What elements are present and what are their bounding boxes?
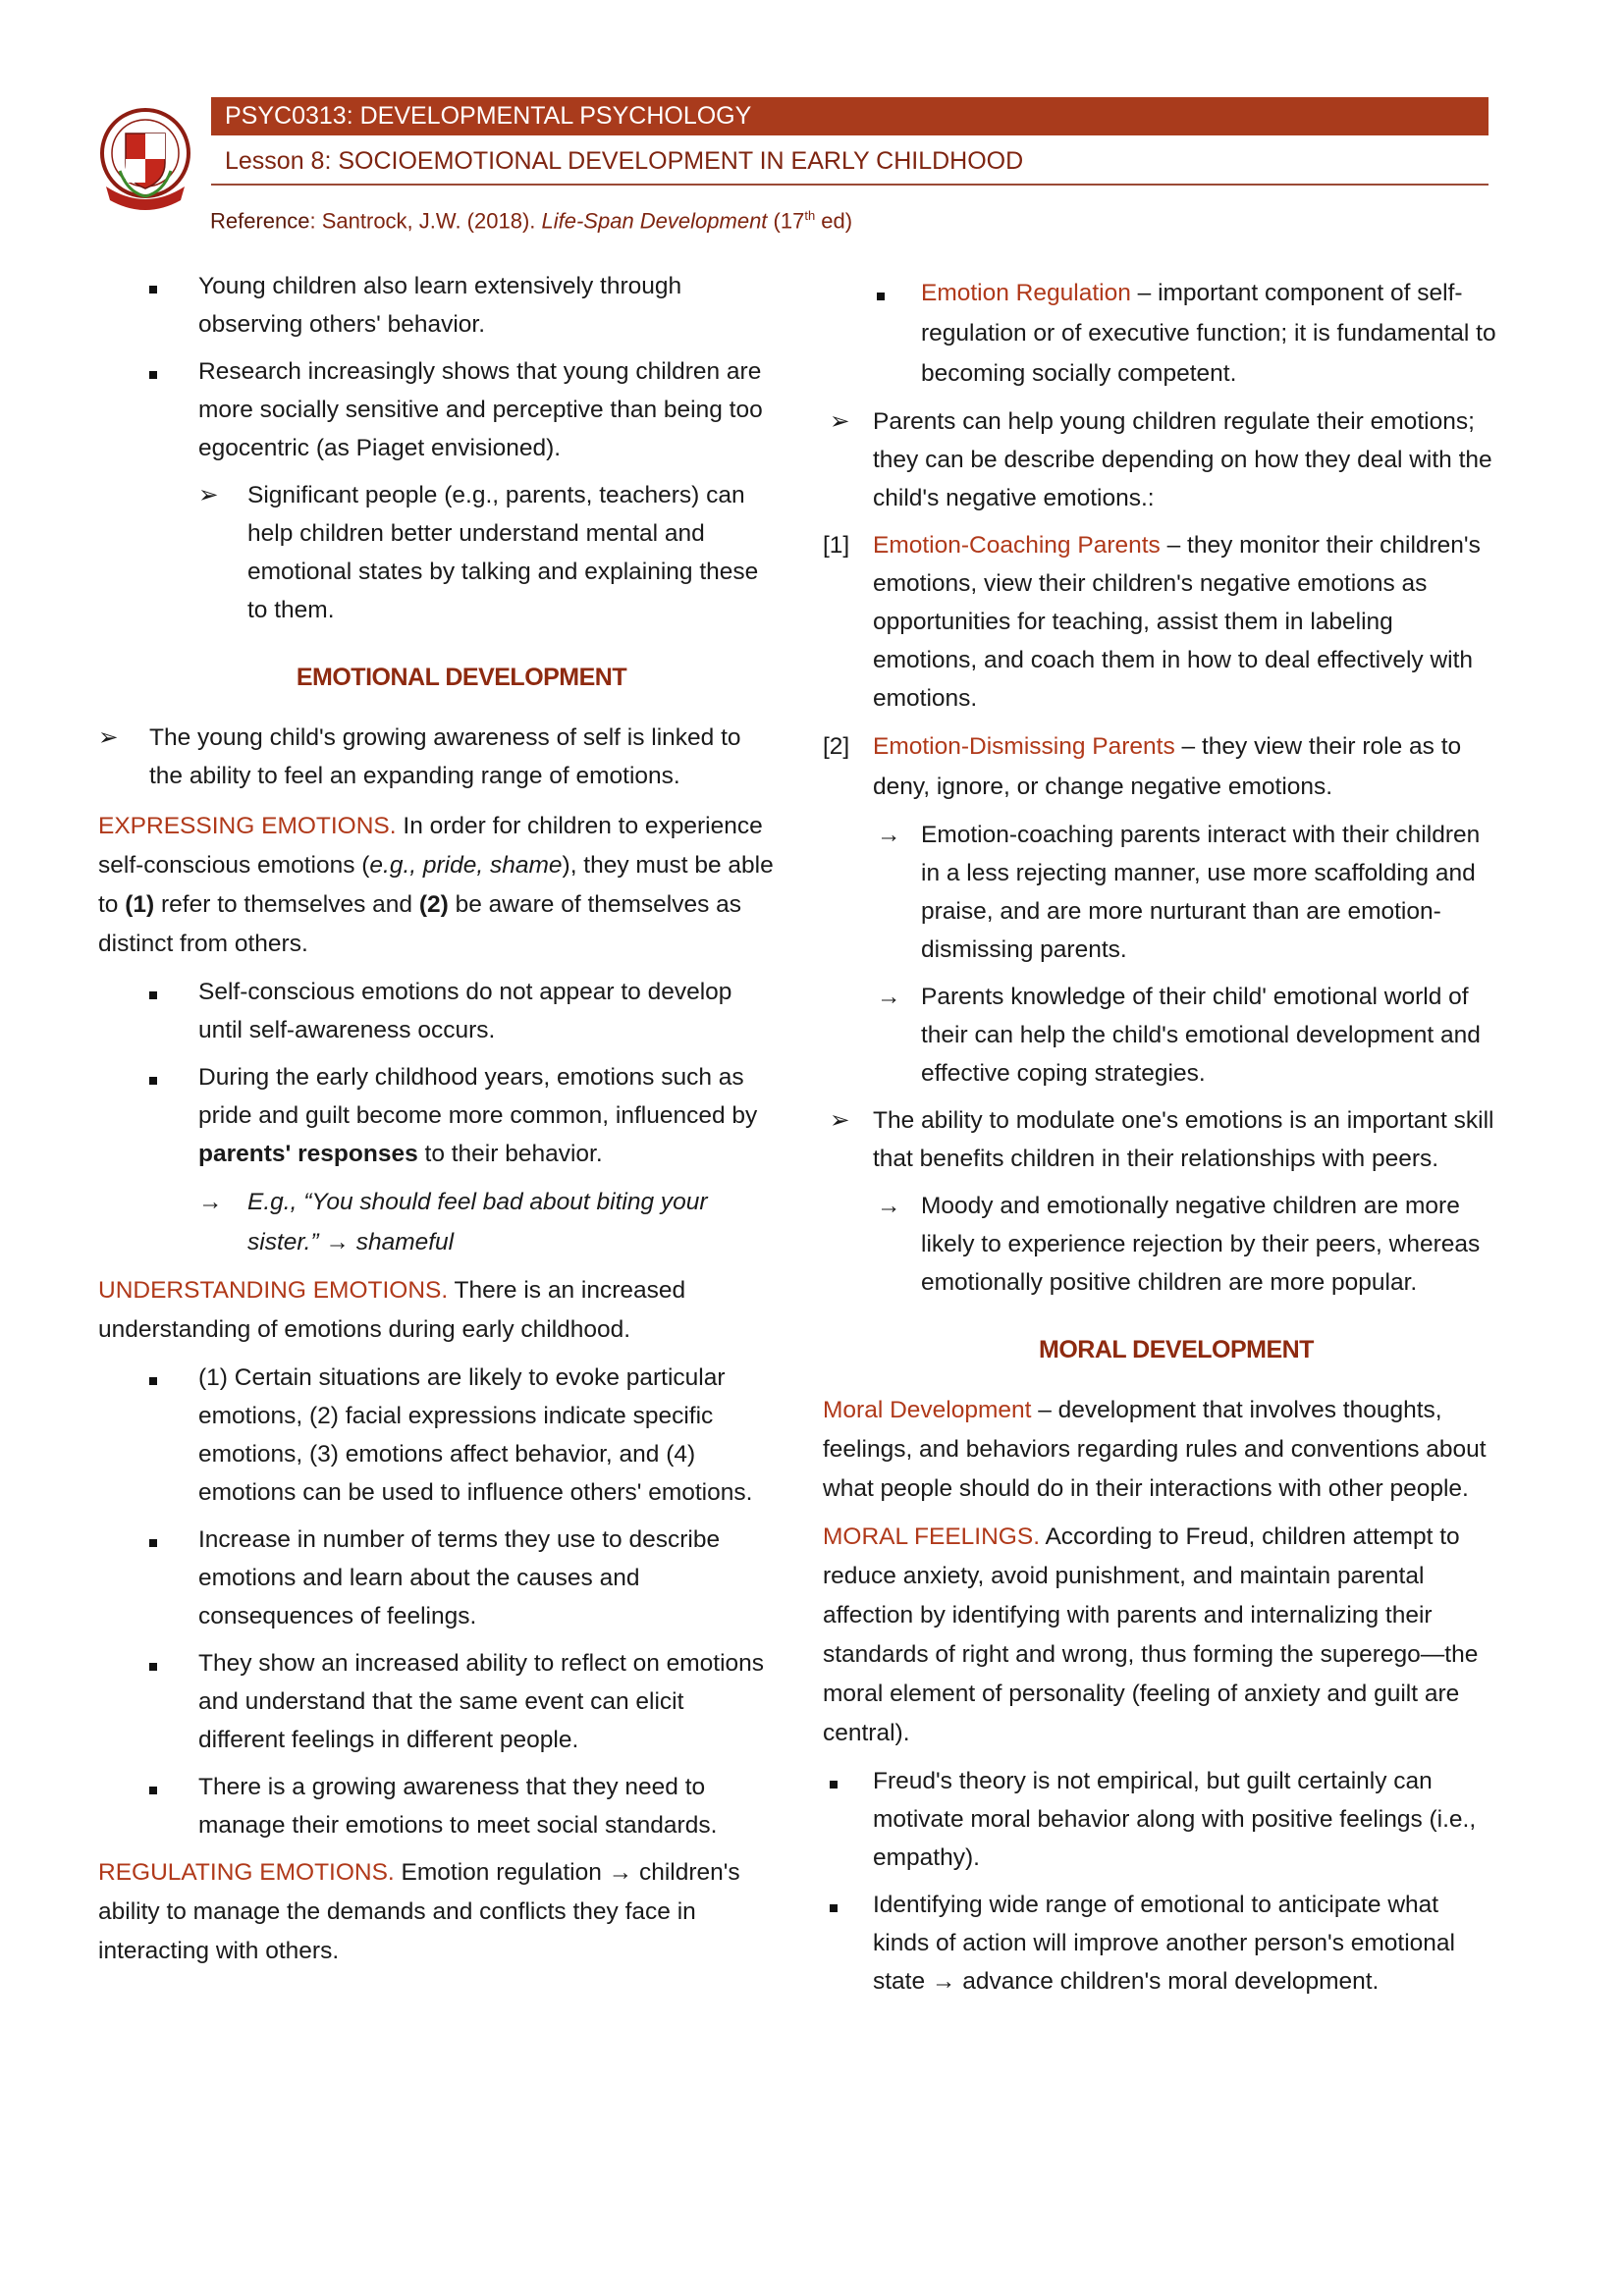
item-number: [1] (823, 532, 850, 559)
reference-line (210, 200, 852, 237)
item-text: Parents can help young children regulate their emotions; they can be describe depending on how they deal with the child's negative emotions.: (873, 408, 1492, 511)
list-item (98, 1359, 776, 1512)
item-text: (1) Certain situations are likely to evoke particular emotions, (2) facial expressions indicate specific emotions, (3) emotions affect behavior, and (4) emotions can be used to influence others' emotions. (198, 1364, 753, 1506)
term: REGULATING EMOTIONS. (98, 1859, 395, 1886)
square-bullet-icon (149, 1644, 157, 1682)
right-arrow-icon: → (198, 1189, 223, 1215)
square-bullet-icon (149, 1768, 157, 1806)
item-text: Significant people (e.g., parents, teachers) can help children better understand mental and emotional states by talking and explaining these to them. (247, 482, 759, 623)
university-seal-logo (98, 102, 192, 220)
reference-title: Life-Span Development (541, 208, 768, 234)
list-item (98, 973, 776, 1049)
list-item (98, 719, 776, 795)
item-text: The young child's growing awareness of self is linked to the ability to feel an expanding range of emotions. (149, 724, 741, 789)
square-bullet-icon (149, 1359, 157, 1397)
regulating-emotions-paragraph (98, 1853, 776, 1971)
list-item (823, 273, 1500, 394)
list-item (823, 1187, 1500, 1302)
text: (2) (418, 891, 449, 918)
right-arrow-icon: → (877, 984, 901, 1010)
item-number: [2] (823, 733, 850, 760)
section-heading: MORAL DEVELOPMENT (1039, 1336, 1314, 1363)
lesson-title: Lesson 8: SOCIOEMOTIONAL DEVELOPMENT IN EARLY CHILDHOOD (225, 147, 1024, 175)
square-bullet-icon (149, 973, 157, 1011)
item-text: Identifying wide range of emotional to anticipate what kinds of action will improve another person's emotional state → advance children's moral development. (873, 1892, 1455, 1995)
list-item (98, 1058, 776, 1173)
square-bullet-icon (830, 1886, 838, 1924)
term: Moral Development (823, 1397, 1032, 1423)
square-bullet-icon (149, 1058, 157, 1096)
list-item (98, 476, 776, 629)
term: Emotion Regulation (921, 280, 1131, 306)
list-item (823, 402, 1500, 517)
list-item (823, 978, 1500, 1093)
square-bullet-icon (149, 267, 157, 305)
list-item (98, 1182, 776, 1262)
list-item (823, 1101, 1500, 1178)
text: In order for children to experience self-conscious emotions ( (98, 813, 763, 879)
term: Emotion-Dismissing Parents (873, 733, 1175, 760)
reference-edition: (17 (767, 208, 805, 234)
list-item (823, 726, 1500, 807)
item-text-bold: parents' responses (198, 1141, 418, 1167)
arrowhead-bullet-icon: ➢ (98, 724, 119, 751)
list-item (823, 526, 1500, 718)
list-item (98, 1768, 776, 1844)
text: refer to themselves and (154, 891, 419, 918)
item-text: They show an increased ability to reflect on emotions and understand that the same event can elicit different feelings in different people. (198, 1650, 765, 1753)
text: (1) (125, 891, 155, 918)
left-column (98, 267, 776, 1980)
reference-edition-end: ed) (815, 208, 853, 234)
term: EXPRESSING EMOTIONS. (98, 813, 397, 839)
item-text: – they monitor their children's emotions, view their children's negative emotions as opportunities for teaching, assist them in labeling emotions, and coach them in how to deal effectively with emotions. (873, 532, 1481, 712)
list-item (98, 1644, 776, 1759)
moral-feelings-paragraph (823, 1518, 1500, 1753)
square-bullet-icon (830, 1762, 838, 1800)
list-item (98, 1521, 776, 1635)
square-bullet-icon (149, 352, 157, 391)
header-divider (211, 184, 1489, 186)
list-item (823, 1886, 1500, 2001)
list-item (98, 352, 776, 467)
item-text: Self-conscious emotions do not appear to develop until self-awareness occurs. (198, 979, 732, 1043)
list-item (823, 816, 1500, 969)
right-arrow-icon: → (877, 1193, 901, 1219)
item-text: Research increasingly shows that young children are more socially sensitive and perceptive than being too egocentric (as Piaget envisioned). (198, 358, 763, 461)
right-arrow-icon: → (877, 822, 901, 848)
list-item (98, 267, 776, 344)
arrowhead-bullet-icon: ➢ (198, 482, 219, 508)
text: According to Freud, children attempt to reduce anxiety, avoid punishment, and maintain parental affection by identifying with parents and internalizing their standards of right and wrong, thus forming the superego—the moral element of personality (feeling of anxiety and guilt are central). (823, 1523, 1479, 1746)
arrowhead-bullet-icon: ➢ (830, 408, 850, 435)
text: e.g., pride, shame (369, 852, 563, 879)
item-text: There is a growing awareness that they need to manage their emotions to meet social standards. (198, 1774, 718, 1839)
item-text: Emotion-coaching parents interact with their children in a less rejecting manner, use more scaffolding and praise, and are more nurturant than are emotion-dismissing parents. (921, 822, 1481, 963)
expressing-emotions-paragraph (98, 807, 776, 964)
text: ), they must be able to (98, 852, 774, 918)
item-text: Moody and emotionally negative children are more likely to experience rejection by their peers, whereas emotionally positive children are more popular. (921, 1193, 1481, 1296)
text: – development that involves thoughts, feelings, and behaviors regarding rules and conventions about what people should do in their interactions with other people. (823, 1397, 1487, 1502)
section-heading: EMOTIONAL DEVELOPMENT (296, 664, 627, 691)
moral-development-paragraph (823, 1391, 1500, 1509)
item-text: – they view their role as to deny, ignore, or change negative emotions. (873, 733, 1462, 800)
item-text: Increase in number of terms they use to describe emotions and learn about the causes and consequences of feelings. (198, 1526, 721, 1629)
reference-text: : Santrock, J.W. (2018). (309, 208, 542, 234)
text: be aware of themselves as distinct from others. (98, 891, 742, 957)
right-column (823, 273, 1500, 2009)
text: Emotion regulation → children's ability to manage the demands and conflicts they face in interacting with others. (98, 1859, 740, 1964)
course-title-bar: PSYC0313: DEVELOPMENTAL PSYCHOLOGY (211, 97, 1489, 135)
item-text: E.g., “You should feel bad about biting your sister.” → shameful (247, 1189, 708, 1255)
square-bullet-icon (149, 1521, 157, 1559)
item-text: to their behavior. (417, 1141, 603, 1167)
term: MORAL FEELINGS. (823, 1523, 1041, 1550)
understanding-emotions-paragraph (98, 1271, 776, 1350)
item-text: During the early childhood years, emotions such as pride and guilt become more common, influenced by (198, 1064, 758, 1129)
item-text: Young children also learn extensively through observing others' behavior. (198, 273, 682, 338)
square-bullet-icon (877, 273, 885, 313)
item-text: Freud's theory is not empirical, but guilt certainly can motivate moral behavior along with positive feelings (i.e., empathy). (873, 1768, 1477, 1871)
list-item (823, 1762, 1500, 1877)
item-text: The ability to modulate one's emotions is an important skill that benefits children in their relationships with peers. (873, 1107, 1494, 1172)
text: There is an increased understanding of emotions during early childhood. (98, 1277, 686, 1343)
term: Emotion-Coaching Parents (873, 532, 1161, 559)
reference-label: Reference (210, 208, 310, 234)
term: UNDERSTANDING EMOTIONS. (98, 1277, 449, 1304)
reference-edition-sup: th (804, 208, 816, 223)
item-text: Parents knowledge of their child' emotional world of their can help the child's emotional development and effective coping strategies. (921, 984, 1481, 1087)
arrowhead-bullet-icon: ➢ (830, 1107, 850, 1134)
item-text: – important component of self-regulation or of executive function; it is fundamental to becoming socially competent. (921, 280, 1496, 387)
